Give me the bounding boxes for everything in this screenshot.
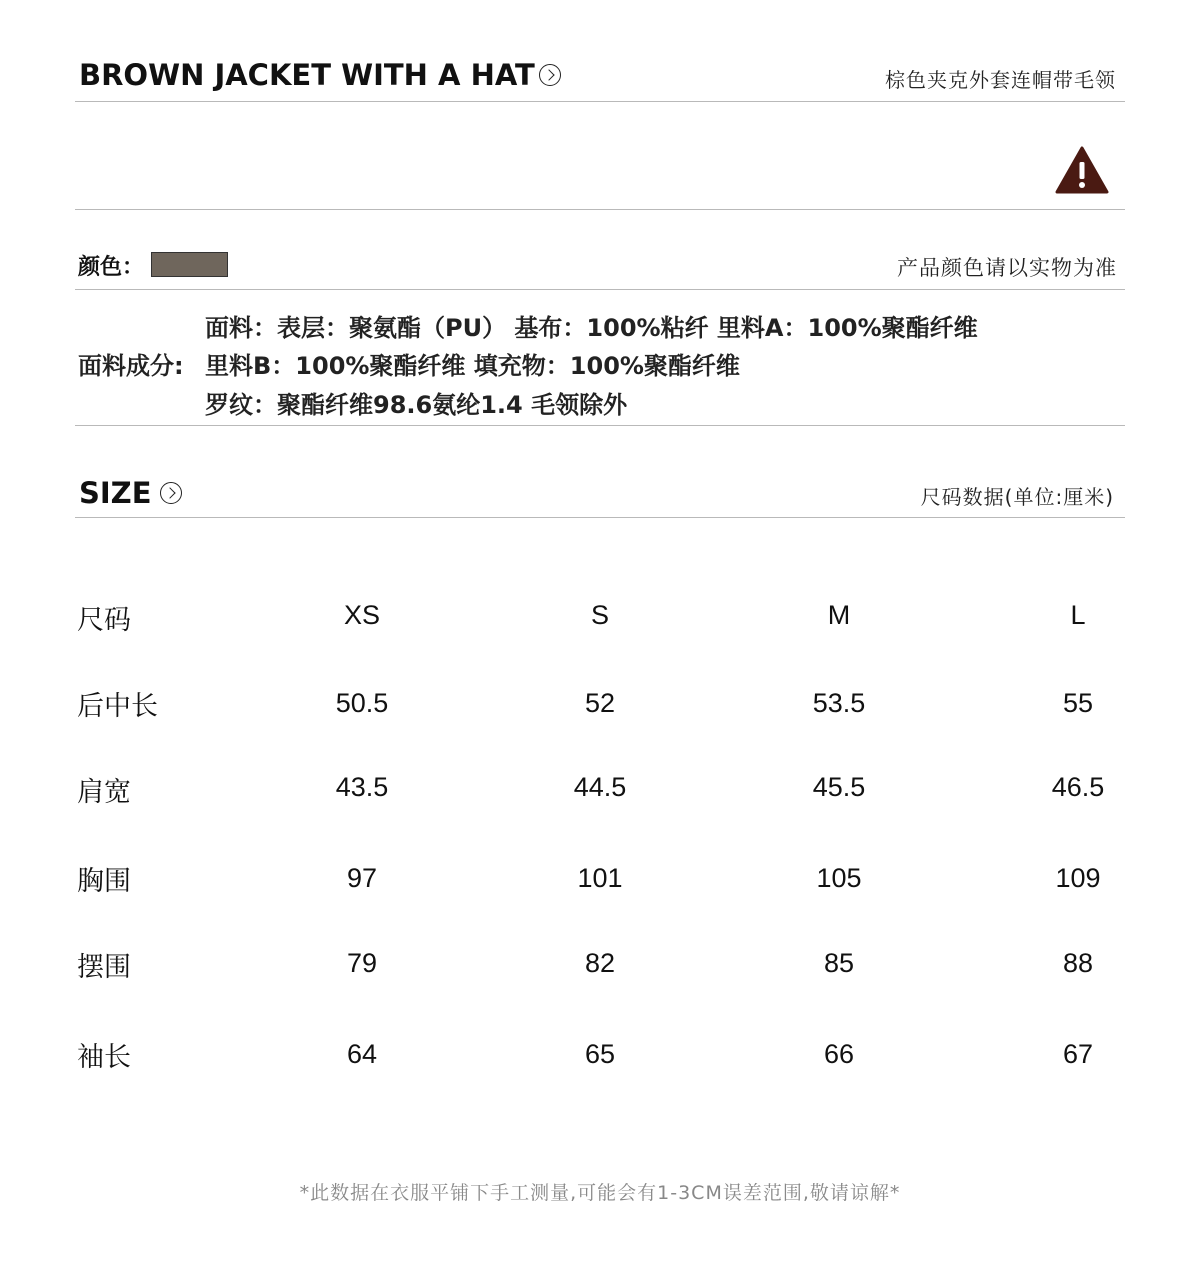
color-label: 颜色： [78,255,145,280]
size-value: 66 [823,1039,855,1069]
fabric-line: 面料：表层：聚氨酯（PU） 基布：100%粘纤 里料A：100%聚酯纤维 [205,314,978,342]
size-value: 44.5 [573,772,627,802]
size-value: 65 [584,1039,616,1069]
chevron-circle-right-icon[interactable] [160,482,182,504]
size-value: 64 [346,1039,378,1069]
size-value: 82 [584,948,616,978]
product-title-text: BROWN JACKET WITH A HAT [79,58,535,92]
size-row-label: 袖长 [77,1042,131,1073]
size-value: 53.5 [812,688,866,718]
size-value: 85 [823,948,855,978]
divider [75,517,1125,518]
product-subtitle-cn: 棕色夹克外套连帽带毛领 [885,68,1116,92]
divider [75,425,1125,426]
size-row-label: 胸围 [77,866,131,897]
divider [75,289,1125,290]
size-value: 105 [816,863,862,893]
size-value: 45.5 [812,772,866,802]
size-value: 52 [584,688,616,718]
size-value: 101 [577,863,623,893]
size-value: 50.5 [335,688,389,718]
size-value: 43.5 [335,772,389,802]
size-row-label: 后中长 [77,691,158,722]
color-note: 产品颜色请以实物为准 [897,256,1117,280]
size-value: 88 [1062,948,1094,978]
size-value: 79 [346,948,378,978]
divider [75,101,1125,102]
size-column-header: S [590,600,609,630]
fabric-label: 面料成分: [78,352,184,380]
measurement-footnote: *此数据在衣服平铺下手工测量,可能会有1-3CM误差范围,敬请谅解* [299,1182,901,1204]
size-column-header: L [1070,600,1086,630]
size-title-text: SIZE [79,476,152,510]
size-header-label: 尺码 [77,605,131,636]
size-value: 97 [346,863,378,893]
divider [75,209,1125,210]
color-swatch [151,252,228,277]
size-unit-note: 尺码数据(单位:厘米) [920,485,1114,509]
size-row-label: 肩宽 [77,777,131,808]
warning-icon [1055,145,1109,195]
fabric-line: 罗纹：聚酯纤维98.6氨纶1.4 毛领除外 [205,391,628,419]
size-value: 55 [1062,688,1094,718]
size-value: 109 [1055,863,1101,893]
size-title [79,476,182,510]
size-value: 67 [1062,1039,1094,1069]
fabric-line: 里料B：100%聚酯纤维 填充物：100%聚酯纤维 [205,352,740,380]
size-column-header: M [827,600,851,630]
product-title [79,58,561,92]
chevron-circle-right-icon[interactable] [539,64,561,86]
size-row-label: 摆围 [77,952,131,983]
size-column-header: XS [343,600,381,630]
size-value: 46.5 [1051,772,1105,802]
